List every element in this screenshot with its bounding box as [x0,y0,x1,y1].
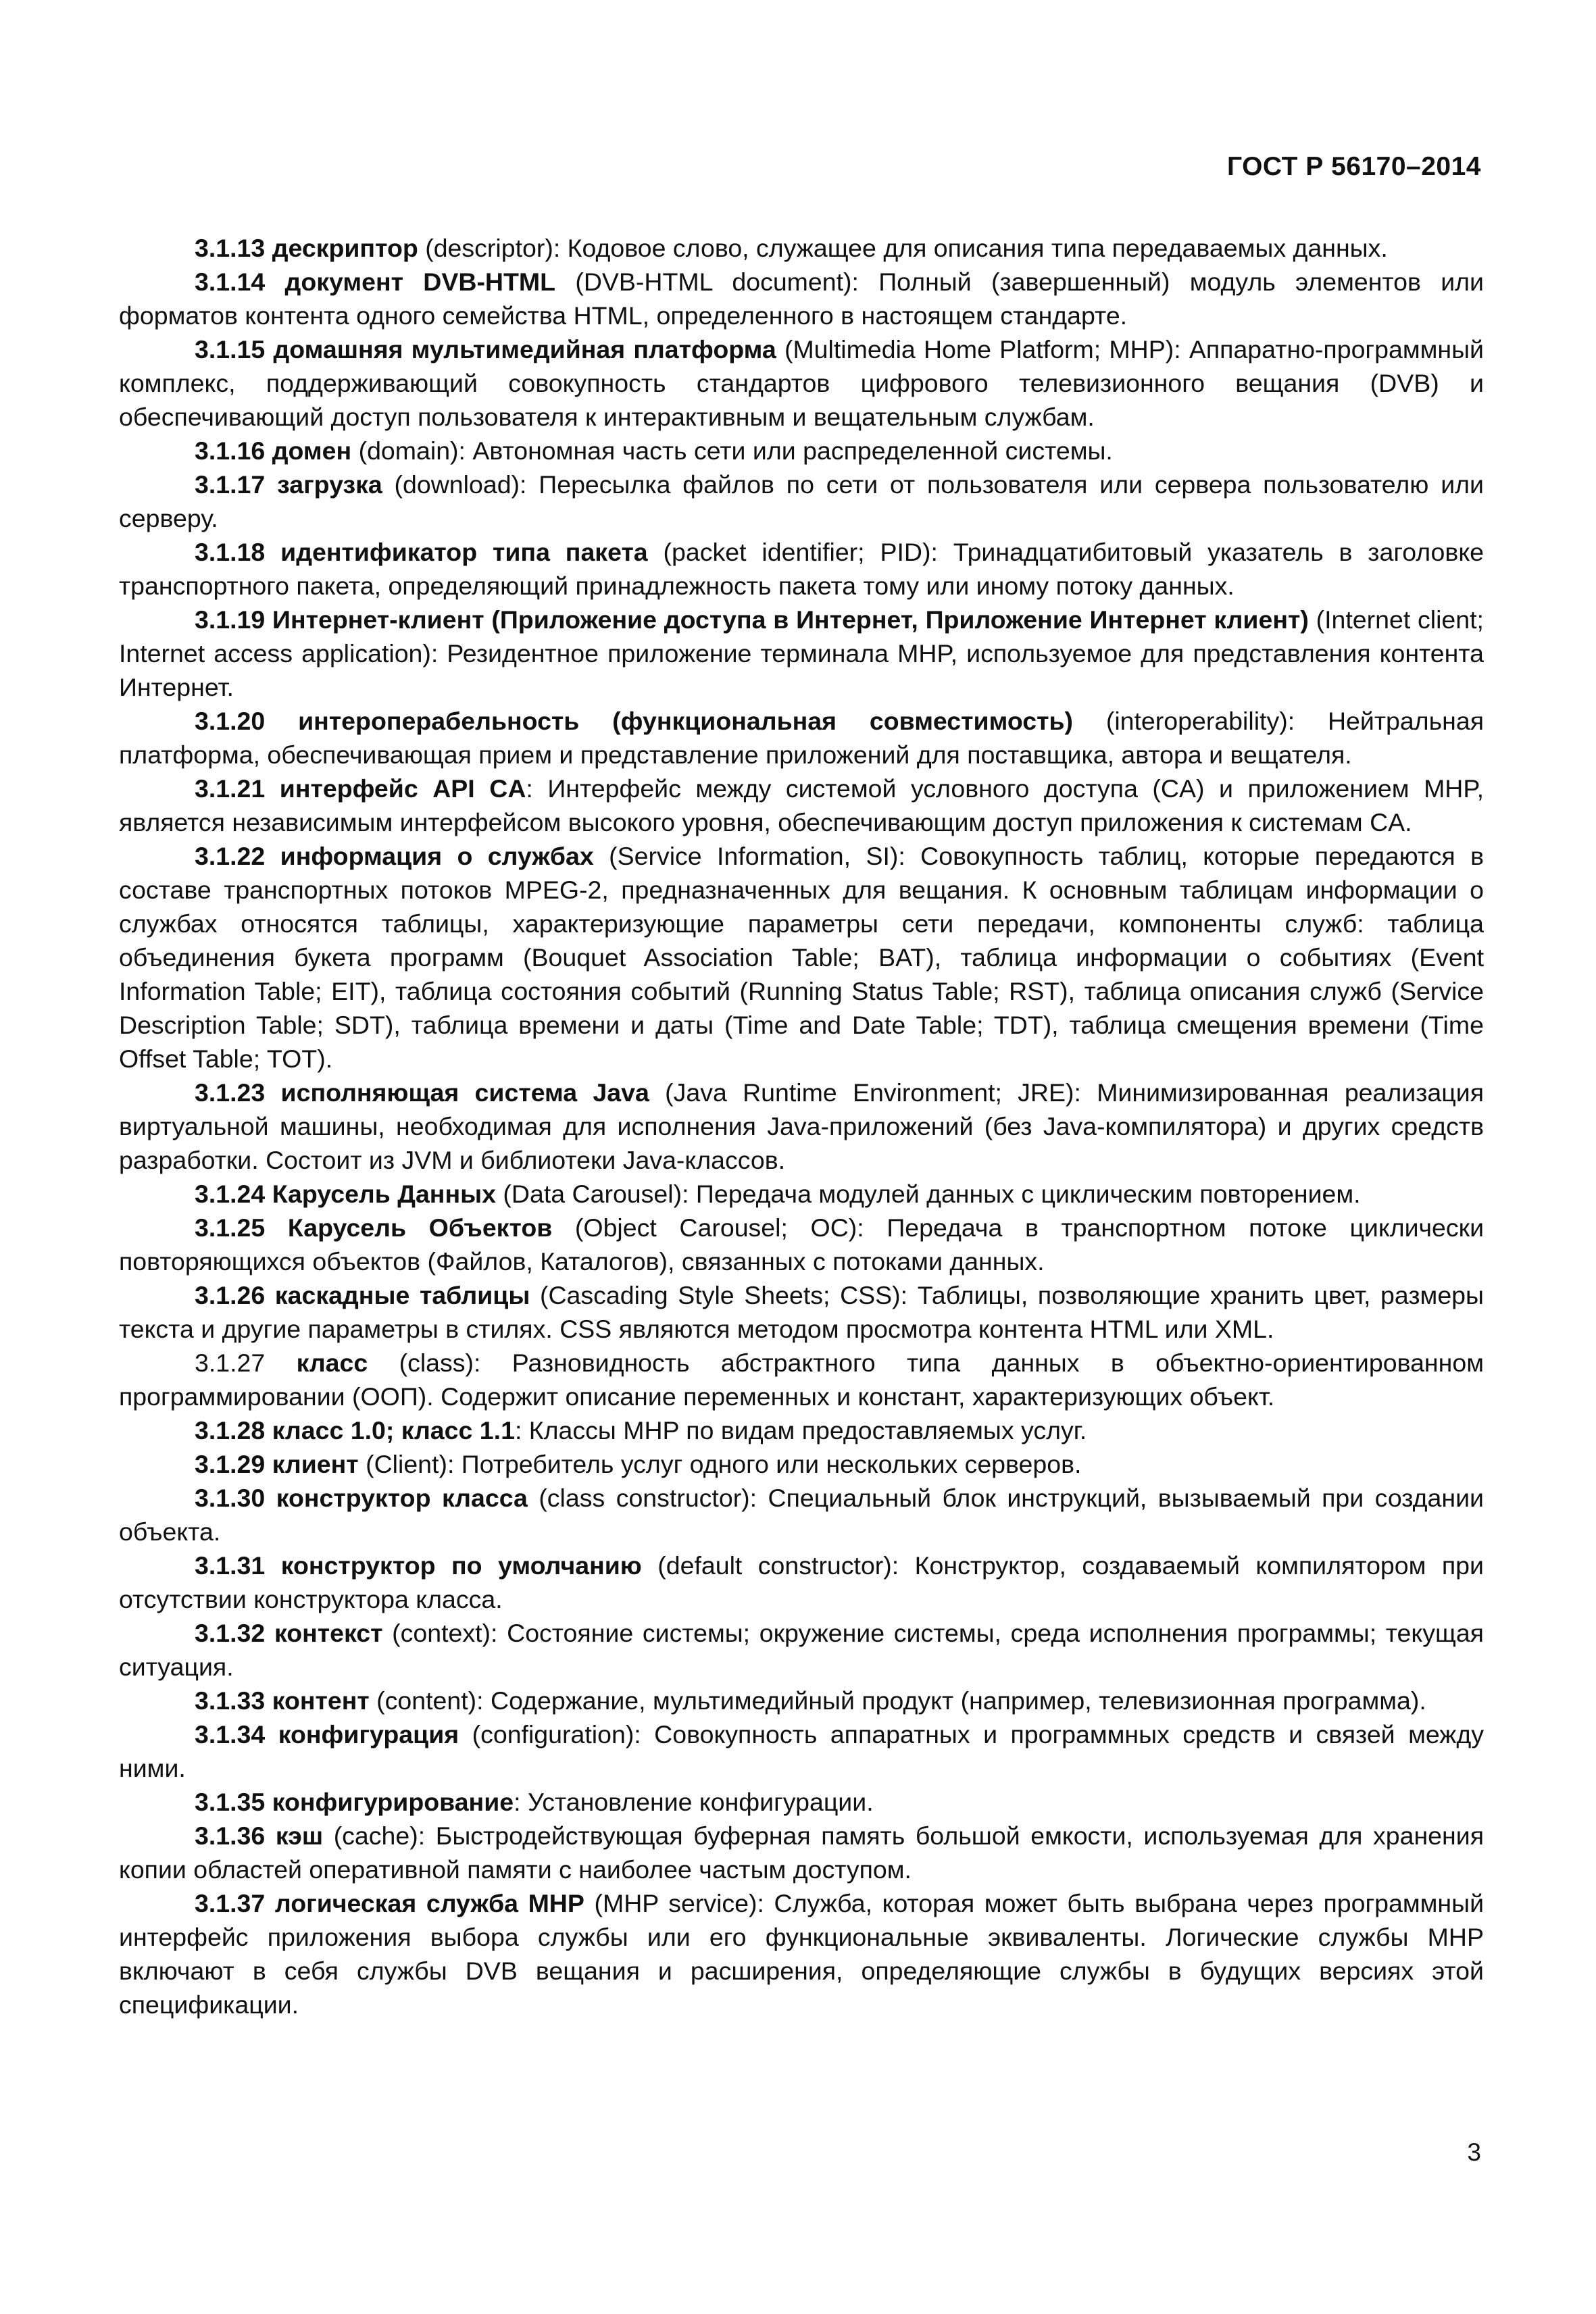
entry-number: 3.1.31 [195,1551,266,1580]
entry-term: конфигурирование [272,1788,514,1816]
entry-number: 3.1.37 [195,1889,266,1917]
entry-definition: (domain): Автономная часть сети или распределенной системы. [351,436,1113,465]
entry-term: информация о службах [280,842,594,870]
definition-entry [119,1177,1484,1211]
entry-definition: (download): Пересылка файлов по сети от пользователя или сервера пользователю или серверу. [119,470,1484,532]
entry-definition: (DVB-HTML document): Полный (завершенный) модуль элементов или форматов контента одного семейства HTML, определенного в настоящем стандарте. [119,268,1484,330]
entry-term: Интернет-клиент (Приложение доступа в Интернет, Приложение Интернет клиент) [272,605,1309,634]
entry-term: домен [272,436,352,465]
definition-entry [119,1413,1484,1447]
definition-entry [119,265,1484,332]
definition-entry [119,1886,1484,2021]
definition-entry [119,1785,1484,1819]
entry-term: класс 1.0; класс 1.1 [272,1416,515,1444]
entry-number: 3.1.23 [195,1078,266,1107]
entry-definition: : Классы MHP по видам предоставляемых услуг. [514,1416,1087,1444]
entry-number: 3.1.36 [195,1821,266,1850]
entry-definition: (default constructor): Конструктор, создаваемый компилятором при отсутствии конструктора класса. [119,1551,1484,1613]
entry-number: 3.1.26 [195,1281,266,1309]
entry-term: конфигурация [278,1720,459,1749]
entry-term: интерфейс API CA [279,774,526,803]
entry-definition: : Интерфейс между системой условного доступа (CA) и приложением MHP, является независимым интерфейсом высокого уровня, обеспечивающим доступ приложения к системам CA. [119,774,1484,836]
entry-term: каскадные таблицы [274,1281,530,1309]
entry-definition: (descriptor): Кодовое слово, служащее для описания типа передаваемых данных. [418,234,1388,262]
definition-entry [119,1717,1484,1785]
definition-entry [119,535,1484,603]
entry-number: 3.1.13 [195,234,266,262]
entry-definition: (cache): Быстродействующая буферная память большой емкости, используемая для хранения копии областей оперативной памяти с наиболее частым доступом. [119,1821,1484,1884]
entry-number: 3.1.28 [195,1416,266,1444]
entry-term: Карусель Данных [272,1180,496,1208]
definition-entry [119,1684,1484,1717]
entry-number: 3.1.18 [195,538,266,566]
entry-number: 3.1.35 [195,1788,266,1816]
entry-definition: (MHP service): Служба, которая может быть выбрана через программный интерфейс приложения выбора службы или его функциональные эквиваленты. Логические службы MHP включают в себя службы DVB вещания и расширения, определяющие службы в будущих версиях этой спецификации. [119,1889,1485,2019]
entry-definition: (packet identifier; PID): Тринадцатибитовый указатель в заголовке транспортного пакета, определяющий принадлежность пакета тому или иному потоку данных. [119,538,1484,600]
entry-term: конструктор класса [276,1484,528,1512]
entry-definition: (configuration): Совокупность аппаратных и программных средств и связей между ними. [119,1720,1484,1782]
entry-number: 3.1.17 [195,470,266,499]
definition-entry [119,434,1484,468]
definition-entry [119,1549,1484,1616]
entry-number: 3.1.16 [195,436,266,465]
definition-entry [119,772,1484,839]
entry-term: кэш [275,1821,324,1850]
definition-entry [119,1076,1484,1177]
entry-definition: (Data Carousel): Передача модулей данных с циклическим повторением. [495,1180,1361,1208]
entry-definition: (content): Содержание, мультимедийный продукт (например, телевизионная программа). [369,1686,1426,1715]
entry-number: 3.1.33 [195,1686,266,1715]
entry-term: конструктор по умолчанию [280,1551,642,1580]
entry-term: Карусель Объектов [287,1213,553,1242]
entry-number: 3.1.14 [195,268,266,296]
definition-entry [119,603,1484,704]
entry-term: интероперабельность (функциональная совместимость) [298,707,1073,735]
definition-entry [119,332,1484,434]
definition-entry [119,231,1484,265]
entry-number: 3.1.29 [195,1450,266,1478]
definition-entry [119,1211,1484,1278]
entry-number: 3.1.24 [195,1180,266,1208]
entry-term: контент [272,1686,370,1715]
document-header-title: ГОСТ Р 56170–2014 [1226,152,1481,181]
entry-definition: (interoperability): Нейтральная платформа, обеспечивающая прием и представление приложений для поставщика, автора и вещателя. [119,707,1485,769]
entry-number: 3.1.25 [195,1213,266,1242]
entry-definition: (context): Состояние системы; окружение системы, среда исполнения программы; текущая ситуация. [119,1619,1484,1681]
entry-number: 3.1.22 [195,842,266,870]
entry-term: клиент [272,1450,359,1478]
entry-definition: (class): Разновидность абстрактного типа данных в объектно-ориентированном программировании (ООП). Содержит описание переменных и констант, характеризующих объект. [119,1349,1484,1411]
entry-definition: (Object Carousel; OC): Передача в транспортном потоке циклически повторяющихся объектов (Файлов, Каталогов), связанных с потоками данных. [119,1213,1485,1276]
definition-entry [119,1481,1484,1549]
entry-number: 3.1.27 [195,1349,266,1377]
definition-entry [119,1346,1484,1413]
definitions-list [119,231,1484,2021]
entry-term: класс [296,1349,368,1377]
entry-term: контекст [274,1619,383,1647]
page-number: 3 [1467,2138,1481,2166]
definition-entry [119,1616,1484,1684]
entry-term: исполняющая система Java [280,1078,649,1107]
entry-number: 3.1.32 [195,1619,266,1647]
entry-term: идентификатор типа пакета [280,538,648,566]
entry-term: дескриптор [272,234,418,262]
definition-entry [119,468,1484,535]
entry-number: 3.1.34 [195,1720,266,1749]
definition-entry [119,839,1484,1076]
entry-definition: : Установление конфигурации. [514,1788,874,1816]
entry-term: логическая служба MHP [274,1889,584,1917]
entry-number: 3.1.20 [195,707,266,735]
definition-entry [119,704,1484,772]
entry-term: документ DVB-HTML [284,268,556,296]
entry-definition: (Client): Потребитель услуг одного или нескольких серверов. [358,1450,1082,1478]
entry-definition: (class constructor): Специальный блок инструкций, вызываемый при создании объекта. [119,1484,1484,1546]
entry-term: домашняя мультимедийная платформа [273,335,776,363]
entry-definition: (Multimedia Home Platform; MHP): Аппаратно-программный комплекс, поддерживающий совокупность стандартов цифрового телевизионного вещания (DVB) и обеспечивающий доступ пользователя к интерактивным и вещательным службам. [119,335,1484,431]
entry-definition: (Internet client; Internet access application): Резидентное приложение терминала MHP, используемое для представления контента Интернет. [119,605,1484,701]
definition-entry [119,1819,1484,1886]
definition-entry [119,1447,1484,1481]
entry-definition: (Cascading Style Sheets; CSS): Таблицы, позволяющие хранить цвет, размеры текста и другие параметры в стилях. CSS являются методом просмотра контента HTML или XML. [119,1281,1484,1343]
definition-entry [119,1278,1484,1346]
entry-number: 3.1.19 [195,605,266,634]
entry-number: 3.1.30 [195,1484,266,1512]
entry-definition: (Java Runtime Environment; JRE): Минимизированная реализация виртуальной машины, необходимая для исполнения Java-приложений (без Java-компилятора) и других средств разработки. Состоит из JVM и библиотеки Java-классов. [119,1078,1484,1174]
entry-term: загрузка [277,470,382,499]
entry-number: 3.1.21 [195,774,266,803]
entry-definition: (Service Information, SI): Совокупность таблиц, которые передаются в составе транспортных потоков MPEG-2, предназначенных для вещания. К основным таблицам информации о службах относятся таблицы, характеризующие параметры сети передачи, компоненты служб: таблица объединения букета программ (Bouquet Association Table; BAT), таблица информации о событиях (Event Information Table; EIT), таблица состояния событий (Running Status Table; RST), таблица описания служб (Service Description Table; SDT), таблица времени и даты (Time and Date Table; TDT), таблица смещения времени (Time Offset Table; TOT). [119,842,1484,1073]
entry-number: 3.1.15 [195,335,266,363]
